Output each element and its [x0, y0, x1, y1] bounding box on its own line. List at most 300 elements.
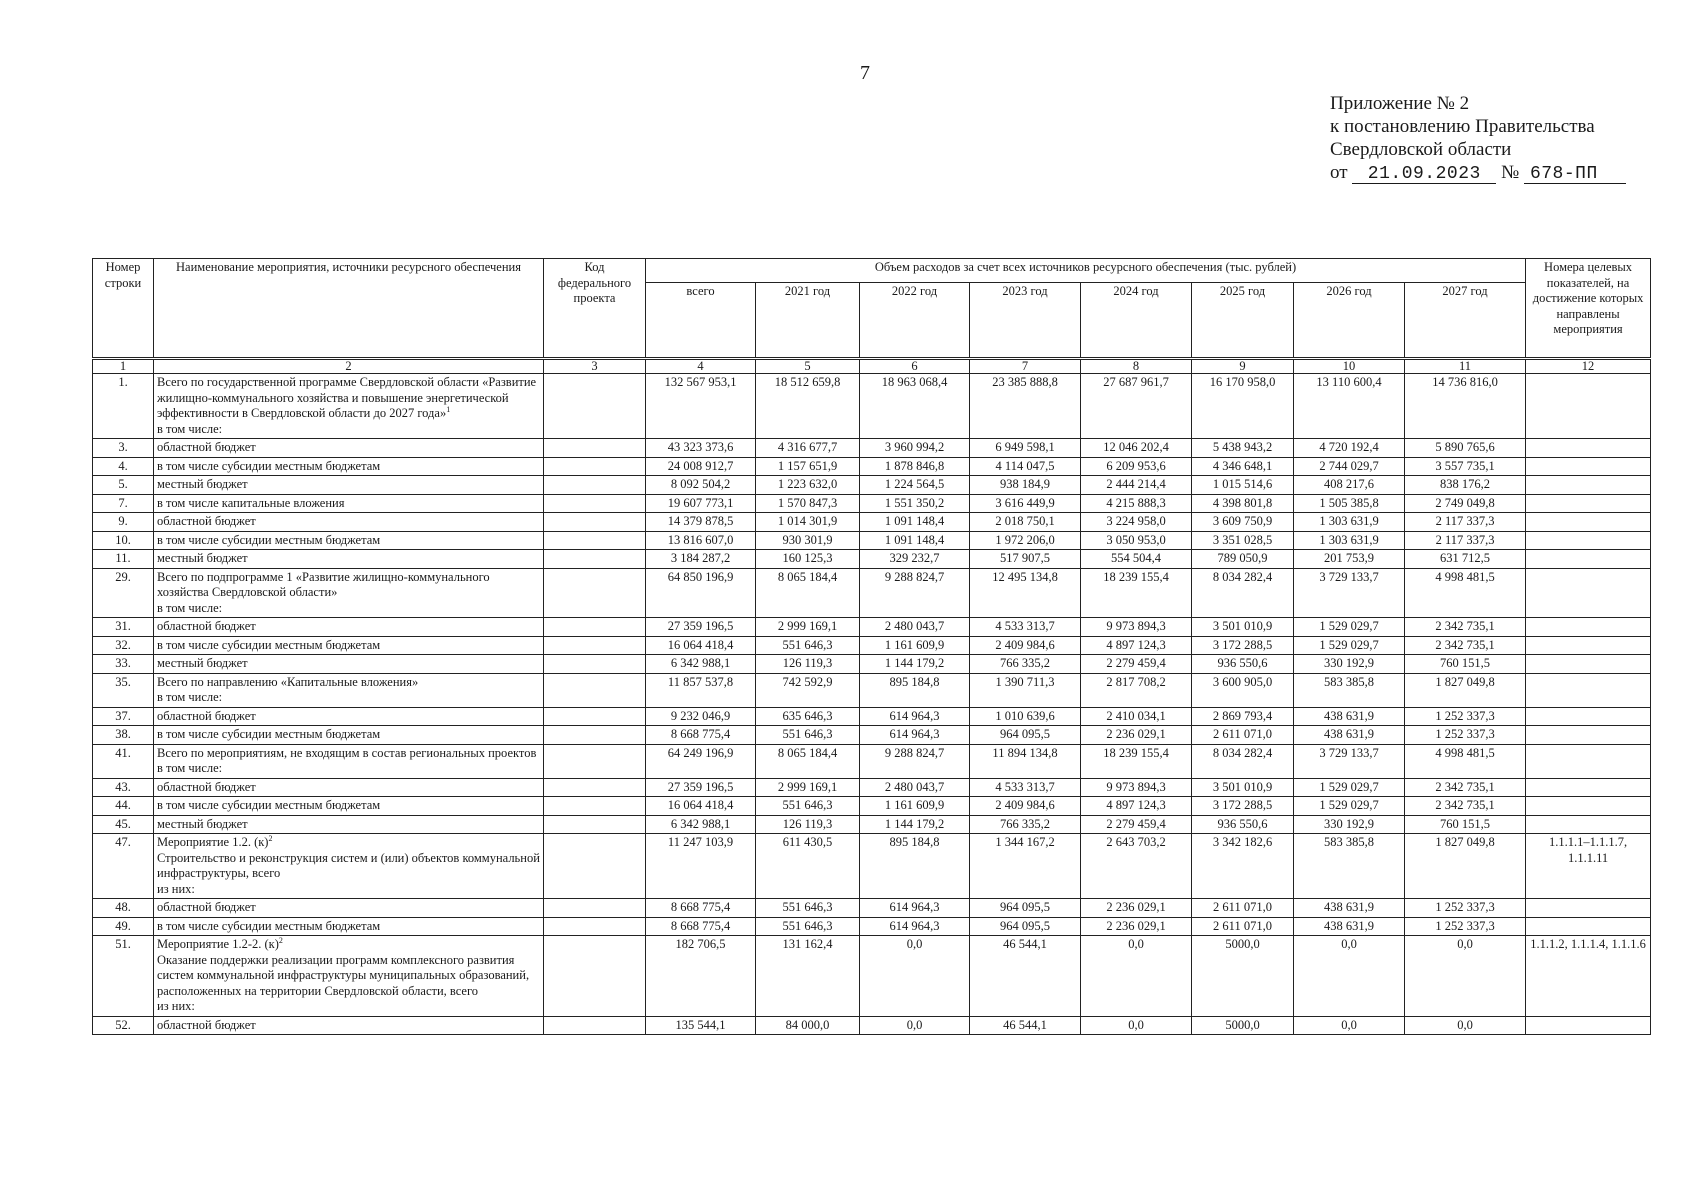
- project-code-cell: [544, 513, 646, 532]
- project-code-cell: [544, 834, 646, 899]
- amount-cell: 1 144 179,2: [860, 655, 970, 674]
- activity-name: в том числе субсидии местным бюджетам: [157, 727, 381, 741]
- amount-cell: 517 907,5: [970, 550, 1081, 569]
- activity-name: местный бюджет: [157, 477, 248, 491]
- activity-name: областной бюджет: [157, 779, 256, 794]
- amount-cell: 938 184,9: [970, 476, 1081, 495]
- row-number-cell: 9.: [93, 513, 154, 532]
- amount-cell: 8 065 184,4: [756, 568, 860, 618]
- project-code-cell: [544, 494, 646, 513]
- activity-name: в том числе капитальные вложения: [157, 495, 345, 510]
- amount-cell: 2 480 043,7: [860, 618, 970, 637]
- amount-cell: 2 869 793,4: [1192, 707, 1294, 726]
- activity-name-continuation: в том числе:: [157, 690, 223, 704]
- amount-cell: 0,0: [860, 936, 970, 1017]
- activity-name-cell: [154, 778, 544, 797]
- project-code-cell: [544, 726, 646, 745]
- header-2023: 2023 год: [970, 283, 1081, 359]
- header-2027: 2027 год: [1405, 283, 1526, 359]
- amount-cell: 1 551 350,2: [860, 494, 970, 513]
- activity-name-cell: [154, 457, 544, 476]
- amount-cell: 8 092 504,2: [646, 476, 756, 495]
- amount-cell: 1 223 632,0: [756, 476, 860, 495]
- table-row: [93, 673, 1651, 707]
- amount-cell: 6 209 953,6: [1081, 457, 1192, 476]
- amount-cell: 2 611 071,0: [1192, 899, 1294, 918]
- header-row-number: Номер строки: [93, 259, 154, 359]
- target-indicators-cell: [1526, 797, 1651, 816]
- amount-cell: 408 217,6: [1294, 476, 1405, 495]
- activity-name-cell: [154, 936, 544, 1017]
- amount-cell: 2 480 043,7: [860, 778, 970, 797]
- amount-cell: 964 095,5: [970, 726, 1081, 745]
- header-total: всего: [646, 283, 756, 359]
- amount-cell: 635 646,3: [756, 707, 860, 726]
- row-number-cell: 33.: [93, 655, 154, 674]
- amount-cell: 3 609 750,9: [1192, 513, 1294, 532]
- activity-name-cell: [154, 568, 544, 618]
- project-code-cell: [544, 439, 646, 458]
- header-expenses: Объем расходов за счет всех источников ресурсного обеспечения (тыс. рублей): [646, 259, 1526, 283]
- amount-cell: 8 668 775,4: [646, 917, 756, 936]
- amount-cell: 0,0: [1081, 936, 1192, 1017]
- appendix-date-line: [1330, 161, 1626, 184]
- target-indicators-cell: [1526, 899, 1651, 918]
- amount-cell: 9 288 824,7: [860, 744, 970, 778]
- table-row: [93, 550, 1651, 569]
- amount-cell: 930 301,9: [756, 531, 860, 550]
- target-indicators-cell: [1526, 744, 1651, 778]
- header-2021: 2021 год: [756, 283, 860, 359]
- activity-name: Всего по подпрограмме 1 «Развитие жилищно-коммунального хозяйства Свердловской области»: [157, 569, 490, 599]
- table-row: [93, 457, 1651, 476]
- amount-cell: 0,0: [1294, 936, 1405, 1017]
- activity-name: Мероприятие 1.2. (к): [157, 835, 269, 849]
- amount-cell: 1 161 609,9: [860, 636, 970, 655]
- amount-cell: 8 034 282,4: [1192, 744, 1294, 778]
- amount-cell: 2 643 703,2: [1081, 834, 1192, 899]
- column-index-cell: 4: [646, 359, 756, 374]
- amount-cell: 84 000,0: [756, 1016, 860, 1035]
- amount-cell: 1 827 049,8: [1405, 673, 1526, 707]
- amount-cell: 583 385,8: [1294, 673, 1405, 707]
- amount-cell: 2 236 029,1: [1081, 917, 1192, 936]
- target-indicators-cell: [1526, 1016, 1651, 1035]
- amount-cell: 1 010 639,6: [970, 707, 1081, 726]
- amount-cell: 631 712,5: [1405, 550, 1526, 569]
- amount-cell: 1 252 337,3: [1405, 917, 1526, 936]
- amount-cell: 8 065 184,4: [756, 744, 860, 778]
- amount-cell: 11 857 537,8: [646, 673, 756, 707]
- target-indicators-cell: [1526, 618, 1651, 637]
- amount-cell: 8 668 775,4: [646, 726, 756, 745]
- row-number-cell: 38.: [93, 726, 154, 745]
- amount-cell: 742 592,9: [756, 673, 860, 707]
- amount-cell: 760 151,5: [1405, 815, 1526, 834]
- activity-name-cell: [154, 899, 544, 918]
- target-indicators-cell: [1526, 726, 1651, 745]
- amount-cell: 1 303 631,9: [1294, 531, 1405, 550]
- amount-cell: 1 252 337,3: [1405, 726, 1526, 745]
- activity-name: в том числе субсидии местным бюджетам: [157, 918, 381, 933]
- activity-name: областной бюджет: [157, 440, 256, 454]
- activity-name-continuation: в том числе:: [157, 421, 223, 436]
- activity-name-cell: [154, 374, 544, 439]
- amount-cell: 2 611 071,0: [1192, 917, 1294, 936]
- amount-cell: 614 964,3: [860, 917, 970, 936]
- amount-cell: 18 239 155,4: [1081, 568, 1192, 618]
- amount-cell: 8 034 282,4: [1192, 568, 1294, 618]
- amount-cell: 3 960 994,2: [860, 439, 970, 458]
- amount-cell: 0,0: [1405, 936, 1526, 1017]
- amount-cell: 895 184,8: [860, 673, 970, 707]
- amount-cell: 551 646,3: [756, 636, 860, 655]
- amount-cell: 551 646,3: [756, 797, 860, 816]
- project-code-cell: [544, 673, 646, 707]
- amount-cell: 1 015 514,6: [1192, 476, 1294, 495]
- activity-name-cell: [154, 618, 544, 637]
- amount-cell: 964 095,5: [970, 917, 1081, 936]
- activity-name: местный бюджет: [157, 551, 248, 565]
- table-row: [93, 618, 1651, 637]
- amount-cell: 64 249 196,9: [646, 744, 756, 778]
- amount-cell: 611 430,5: [756, 834, 860, 899]
- activity-name: местный бюджет: [157, 656, 248, 670]
- amount-cell: 43 323 373,6: [646, 439, 756, 458]
- row-number-cell: 41.: [93, 744, 154, 778]
- amount-cell: 789 050,9: [1192, 550, 1294, 569]
- amount-cell: 936 550,6: [1192, 815, 1294, 834]
- column-index-cell: 6: [860, 359, 970, 374]
- amount-cell: 182 706,5: [646, 936, 756, 1017]
- amount-cell: 2 279 459,4: [1081, 655, 1192, 674]
- page-number: 7: [860, 62, 870, 84]
- target-indicators-cell: [1526, 550, 1651, 569]
- amount-cell: 2 749 049,8: [1405, 494, 1526, 513]
- amount-cell: 1 161 609,9: [860, 797, 970, 816]
- amount-cell: 27 359 196,5: [646, 778, 756, 797]
- row-number-cell: 47.: [93, 834, 154, 899]
- amount-cell: 2 117 337,3: [1405, 531, 1526, 550]
- amount-cell: 5000,0: [1192, 936, 1294, 1017]
- activity-name: областной бюджет: [157, 900, 256, 914]
- amount-cell: 438 631,9: [1294, 726, 1405, 745]
- amount-cell: 551 646,3: [756, 917, 860, 936]
- row-number-cell: 29.: [93, 568, 154, 618]
- activity-name-cell: [154, 513, 544, 532]
- table-row: [93, 726, 1651, 745]
- amount-cell: 1 529 029,7: [1294, 778, 1405, 797]
- amount-cell: 24 008 912,7: [646, 457, 756, 476]
- project-code-cell: [544, 476, 646, 495]
- project-code-cell: [544, 744, 646, 778]
- activity-name: областной бюджет: [157, 514, 256, 528]
- activity-name: Мероприятие 1.2-2. (к): [157, 937, 279, 951]
- header-project-code: Код федерального проекта: [544, 259, 646, 359]
- activity-name-cell: [154, 797, 544, 816]
- project-code-cell: [544, 797, 646, 816]
- activity-name: областной бюджет: [157, 708, 256, 723]
- amount-cell: 964 095,5: [970, 899, 1081, 918]
- amount-cell: 3 729 133,7: [1294, 568, 1405, 618]
- amount-cell: 438 631,9: [1294, 917, 1405, 936]
- amount-cell: 9 232 046,9: [646, 707, 756, 726]
- amount-cell: 1 529 029,7: [1294, 797, 1405, 816]
- header-2026: 2026 год: [1294, 283, 1405, 359]
- target-indicators-cell: [1526, 494, 1651, 513]
- amount-cell: 12 046 202,4: [1081, 439, 1192, 458]
- amount-cell: 583 385,8: [1294, 834, 1405, 899]
- amount-cell: 6 342 988,1: [646, 815, 756, 834]
- row-number-cell: 51.: [93, 936, 154, 1017]
- amount-cell: 2 342 735,1: [1405, 797, 1526, 816]
- activity-name-continuation: в том числе:: [157, 600, 223, 615]
- amount-cell: 3 224 958,0: [1081, 513, 1192, 532]
- header-name: Наименование мероприятия, источники ресурсного обеспечения: [154, 259, 544, 359]
- project-code-cell: [544, 618, 646, 637]
- activity-name: Всего по направлению «Капитальные вложения»: [157, 674, 419, 689]
- amount-cell: 14 736 816,0: [1405, 374, 1526, 439]
- row-number-cell: 48.: [93, 899, 154, 918]
- amount-cell: 2 279 459,4: [1081, 815, 1192, 834]
- table-row: [93, 1016, 1651, 1035]
- table-row: [93, 568, 1651, 618]
- amount-cell: 438 631,9: [1294, 899, 1405, 918]
- amount-cell: 132 567 953,1: [646, 374, 756, 439]
- amount-cell: 4 398 801,8: [1192, 494, 1294, 513]
- activity-name-cell: [154, 744, 544, 778]
- target-indicators-cell: [1526, 531, 1651, 550]
- column-index-cell: 7: [970, 359, 1081, 374]
- date-prefix: от: [1330, 162, 1348, 183]
- project-code-cell: [544, 899, 646, 918]
- amount-cell: 5000,0: [1192, 1016, 1294, 1035]
- table-row: [93, 494, 1651, 513]
- amount-cell: 895 184,8: [860, 834, 970, 899]
- target-indicators-cell: [1526, 673, 1651, 707]
- activity-name-cell: [154, 917, 544, 936]
- project-code-cell: [544, 707, 646, 726]
- amount-cell: 14 379 878,5: [646, 513, 756, 532]
- project-code-cell: [544, 1016, 646, 1035]
- activity-name: Всего по мероприятиям, не входящим в состав региональных проектов: [157, 745, 537, 760]
- footnote-mark: 2: [278, 935, 283, 945]
- amount-cell: 1 529 029,7: [1294, 618, 1405, 637]
- column-index-cell: 2: [154, 359, 544, 374]
- project-code-cell: [544, 636, 646, 655]
- row-number-cell: 11.: [93, 550, 154, 569]
- target-indicators-cell: [1526, 513, 1651, 532]
- table-row: [93, 439, 1651, 458]
- amount-cell: 9 288 824,7: [860, 568, 970, 618]
- amount-cell: 1 157 651,9: [756, 457, 860, 476]
- amount-cell: 160 125,3: [756, 550, 860, 569]
- row-number-cell: 44.: [93, 797, 154, 816]
- amount-cell: 126 119,3: [756, 655, 860, 674]
- number-prefix: №: [1501, 162, 1520, 183]
- column-index-cell: 8: [1081, 359, 1192, 374]
- target-indicators-cell: [1526, 476, 1651, 495]
- project-code-cell: [544, 531, 646, 550]
- amount-cell: 4 998 481,5: [1405, 568, 1526, 618]
- amount-cell: 4 533 313,7: [970, 778, 1081, 797]
- column-index-cell: 12: [1526, 359, 1651, 374]
- amount-cell: 1 570 847,3: [756, 494, 860, 513]
- amount-cell: 2 342 735,1: [1405, 636, 1526, 655]
- target-indicators-cell: 1.1.1.1–1.1.1.7, 1.1.1.11: [1526, 834, 1651, 899]
- amount-cell: 551 646,3: [756, 726, 860, 745]
- activity-name: областной бюджет: [157, 1017, 256, 1032]
- activity-name: областной бюджет: [157, 619, 256, 633]
- amount-cell: 4 114 047,5: [970, 457, 1081, 476]
- footnote-mark: 2: [268, 833, 273, 843]
- amount-cell: 16 064 418,4: [646, 636, 756, 655]
- row-number-cell: 1.: [93, 374, 154, 439]
- table-row: [93, 744, 1651, 778]
- amount-cell: 2 236 029,1: [1081, 726, 1192, 745]
- amount-cell: 1 144 179,2: [860, 815, 970, 834]
- amount-cell: 201 753,9: [1294, 550, 1405, 569]
- amount-cell: 3 172 288,5: [1192, 797, 1294, 816]
- table-row: [93, 899, 1651, 918]
- amount-cell: 1 972 206,0: [970, 531, 1081, 550]
- target-indicators-cell: [1526, 778, 1651, 797]
- amount-cell: 6 949 598,1: [970, 439, 1081, 458]
- table-row: [93, 636, 1651, 655]
- column-index-cell: 9: [1192, 359, 1294, 374]
- row-number-cell: 45.: [93, 815, 154, 834]
- amount-cell: 1 091 148,4: [860, 531, 970, 550]
- header-2024: 2024 год: [1081, 283, 1192, 359]
- amount-cell: 0,0: [1081, 1016, 1192, 1035]
- activity-name-cell: [154, 834, 544, 899]
- amount-cell: 135 544,1: [646, 1016, 756, 1035]
- amount-cell: 3 172 288,5: [1192, 636, 1294, 655]
- column-index-row: [93, 359, 1651, 374]
- activity-name-cell: [154, 726, 544, 745]
- amount-cell: 16 170 958,0: [1192, 374, 1294, 439]
- row-number-cell: 37.: [93, 707, 154, 726]
- table-row: [93, 531, 1651, 550]
- table-row: [93, 815, 1651, 834]
- project-code-cell: [544, 457, 646, 476]
- activity-name-cell: [154, 707, 544, 726]
- target-indicators-cell: [1526, 636, 1651, 655]
- appendix-title: Приложение № 2: [1330, 93, 1470, 114]
- amount-cell: 614 964,3: [860, 726, 970, 745]
- amount-cell: 3 557 735,1: [1405, 457, 1526, 476]
- amount-cell: 27 359 196,5: [646, 618, 756, 637]
- amount-cell: 4 215 888,3: [1081, 494, 1192, 513]
- activity-name-continuation: Строительство и реконструкция систем и (или) объектов коммунальной инфраструктуры, всего из них:: [157, 850, 540, 896]
- target-indicators-cell: [1526, 655, 1651, 674]
- project-code-cell: [544, 917, 646, 936]
- amount-cell: 2 744 029,7: [1294, 457, 1405, 476]
- amount-cell: 0,0: [1405, 1016, 1526, 1035]
- amount-cell: 46 544,1: [970, 936, 1081, 1017]
- row-number-cell: 43.: [93, 778, 154, 797]
- table-row: [93, 513, 1651, 532]
- amount-cell: 2 410 034,1: [1081, 707, 1192, 726]
- amount-cell: 3 616 449,9: [970, 494, 1081, 513]
- activity-name: в том числе субсидии местным бюджетам: [157, 532, 381, 547]
- amount-cell: 1 091 148,4: [860, 513, 970, 532]
- activity-name: Всего по государственной программе Свердловской области «Развитие жилищно-коммунального хозяйства и повышение энергетической эффективности в Свердловской области до 2027 года»: [157, 375, 537, 420]
- row-number-cell: 35.: [93, 673, 154, 707]
- activity-name: в том числе субсидии местным бюджетам: [157, 798, 381, 812]
- amount-cell: 2 117 337,3: [1405, 513, 1526, 532]
- activity-name-continuation: в том числе:: [157, 761, 223, 775]
- amount-cell: 1 014 301,9: [756, 513, 860, 532]
- amount-cell: 18 239 155,4: [1081, 744, 1192, 778]
- table-row: [93, 834, 1651, 899]
- amount-cell: 0,0: [1294, 1016, 1405, 1035]
- amount-cell: 2 342 735,1: [1405, 778, 1526, 797]
- target-indicators-cell: [1526, 457, 1651, 476]
- activity-name-cell: [154, 531, 544, 550]
- amount-cell: 9 973 894,3: [1081, 618, 1192, 637]
- amount-cell: 1 390 711,3: [970, 673, 1081, 707]
- header-2022: 2022 год: [860, 283, 970, 359]
- amount-cell: 330 192,9: [1294, 815, 1405, 834]
- amount-cell: 1 505 385,8: [1294, 494, 1405, 513]
- amount-cell: 438 631,9: [1294, 707, 1405, 726]
- amount-cell: 4 533 313,7: [970, 618, 1081, 637]
- amount-cell: 3 600 905,0: [1192, 673, 1294, 707]
- amount-cell: 838 176,2: [1405, 476, 1526, 495]
- table-row: [93, 476, 1651, 495]
- target-indicators-cell: [1526, 917, 1651, 936]
- amount-cell: 2 342 735,1: [1405, 618, 1526, 637]
- amount-cell: 2 236 029,1: [1081, 899, 1192, 918]
- project-code-cell: [544, 655, 646, 674]
- row-number-cell: 32.: [93, 636, 154, 655]
- amount-cell: 64 850 196,9: [646, 568, 756, 618]
- amount-cell: 3 050 953,0: [1081, 531, 1192, 550]
- amount-cell: 4 346 648,1: [1192, 457, 1294, 476]
- amount-cell: 2 409 984,6: [970, 636, 1081, 655]
- amount-cell: 4 720 192,4: [1294, 439, 1405, 458]
- project-code-cell: [544, 568, 646, 618]
- target-indicators-cell: [1526, 815, 1651, 834]
- amount-cell: 1 344 167,2: [970, 834, 1081, 899]
- amount-cell: 6 342 988,1: [646, 655, 756, 674]
- column-index-cell: 5: [756, 359, 860, 374]
- amount-cell: 2 999 169,1: [756, 618, 860, 637]
- header-2025: 2025 год: [1192, 283, 1294, 359]
- appendix-stamp: [1330, 92, 1626, 184]
- project-code-cell: [544, 778, 646, 797]
- amount-cell: 46 544,1: [970, 1016, 1081, 1035]
- activity-name: в том числе субсидии местным бюджетам: [157, 637, 381, 652]
- amount-cell: 18 512 659,8: [756, 374, 860, 439]
- amount-cell: 3 342 182,6: [1192, 834, 1294, 899]
- amount-cell: 131 162,4: [756, 936, 860, 1017]
- amount-cell: 760 151,5: [1405, 655, 1526, 674]
- budget-table-body: [93, 359, 1651, 1035]
- activity-name-cell: [154, 494, 544, 513]
- activity-name-continuation: Оказание поддержки реализации программ комплексного развития систем коммунальной инфраструктуры муниципальных образований, расположенных на территории Свердловской области, всего из них:: [157, 952, 530, 1013]
- target-indicators-cell: [1526, 374, 1651, 439]
- table-row: [93, 917, 1651, 936]
- amount-cell: 1 224 564,5: [860, 476, 970, 495]
- amount-cell: 2 018 750,1: [970, 513, 1081, 532]
- activity-name-cell: [154, 550, 544, 569]
- row-number-cell: 7.: [93, 494, 154, 513]
- activity-name-cell: [154, 815, 544, 834]
- amount-cell: 1 303 631,9: [1294, 513, 1405, 532]
- activity-name-cell: [154, 439, 544, 458]
